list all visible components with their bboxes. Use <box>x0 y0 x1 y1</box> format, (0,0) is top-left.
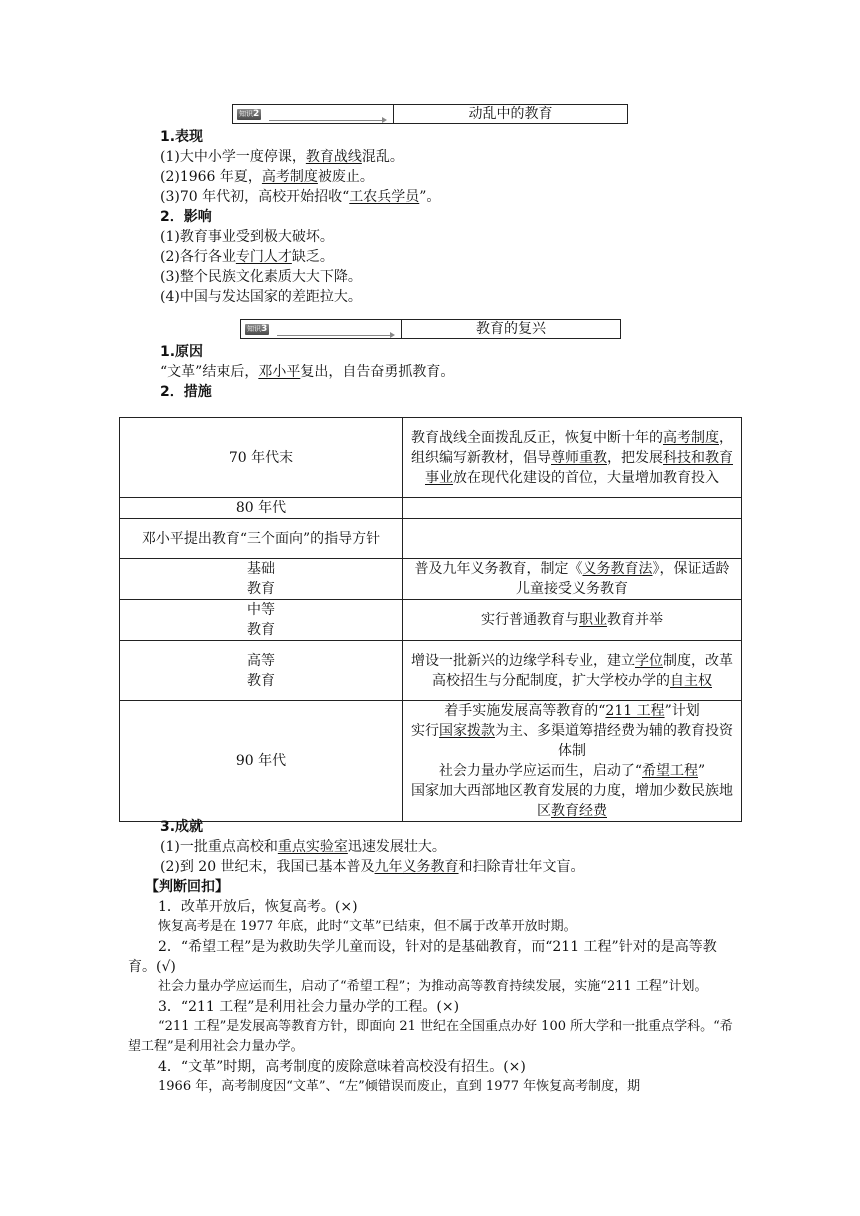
table-row <box>120 701 742 822</box>
impact-4: (4)中国与发达国家的差距拉大。 <box>160 289 362 305</box>
section-3-body <box>160 342 760 402</box>
judge-item-3: 3．“211 工程”是利用社会力量办学的工程。(×) <box>158 999 460 1015</box>
section-tag-box <box>241 320 402 338</box>
judge-item-2: 2．“希望工程”是为救助失学儿童而设，针对的是基础教育，而“211 工程”针对的是高等教育。(√) <box>128 939 717 975</box>
impact-2: (2)各行各业专门人才缺乏。 <box>160 249 334 265</box>
point-3: (3)70 年代初，高校开始招收“工农兵学员”。 <box>160 189 441 205</box>
arrow-right-icon <box>382 117 387 123</box>
impact-1: (1)教育事业受到极大破坏。 <box>160 229 334 245</box>
reason-1: “文革”结束后，邓小平复出，自告奋勇抓教育。 <box>160 364 455 380</box>
section-tag-box <box>233 105 394 123</box>
row-line: 国家加大西部地区教育发展的力度，增加少数民族地区教育经费 <box>411 783 733 819</box>
heading-judge: 【判断回扣】 <box>145 879 229 895</box>
row-content: 增设一批新兴的边缘学科专业，建立学位制度，改革高校招生与分配制度，扩大学校办学的自主权 <box>403 641 742 701</box>
row-content: 普及九年义务教育，制定《义务教育法》，保证适龄儿童接受义务教育 <box>403 559 742 600</box>
row-line: 着手实施发展高等教育的“211 工程”计划 <box>444 703 700 719</box>
judge-explain-3: “211 工程”是发展高等教育方针，即面向 21 世纪在全国重点办好 100 所大学和一批重点学科。“希望工程”是利用社会力量办学。 <box>128 1019 733 1054</box>
row-label: 邓小平提出教育“三个面向”的指导方针 <box>120 519 403 559</box>
row-content <box>403 498 742 519</box>
judge-explain-1: 恢复高考是在 1977 年底，此时“文革”已结束，但不属于改革开放时期。 <box>158 919 577 934</box>
row-label: 中等 教育 <box>120 600 403 641</box>
arrow-right-icon <box>390 332 395 338</box>
table-row <box>120 641 742 701</box>
tag-line <box>269 120 383 121</box>
section-title: 动乱中的教育 <box>468 106 553 122</box>
row-content <box>403 701 742 822</box>
heading-measures: 2．措施 <box>160 384 212 400</box>
table-row <box>120 418 742 498</box>
row-label: 基础 教育 <box>120 559 403 600</box>
judge-item-1: 1．改革开放后，恢复高考。(×) <box>158 899 358 915</box>
section-tag: 知识2 <box>239 109 260 119</box>
judge-section <box>128 877 742 1097</box>
achievement-1: (1)一批重点高校和重点实验室迅速发展壮大。 <box>160 839 446 855</box>
achievements <box>160 817 760 877</box>
judge-explain-4: 1966 年，高考制度因“文革”、“左”倾错误而废止，直到 1977 年恢复高考制度，期 <box>158 1079 641 1094</box>
row-label: 90 年代 <box>120 701 403 822</box>
impact-3: (3)整个民族文化素质大大下降。 <box>160 269 362 285</box>
heading-manifestation: 1.表现 <box>160 129 204 145</box>
point-2: (2)1966 年夏，高考制度被废止。 <box>160 169 374 185</box>
table-row <box>120 600 742 641</box>
achievement-2: (2)到 20 世纪末，我国已基本普及九年义务教育和扫除青壮年文盲。 <box>160 859 585 875</box>
point-1: (1)大中小学一度停课，教育战线混乱。 <box>160 149 404 165</box>
table-row <box>120 519 742 559</box>
row-content <box>403 519 742 559</box>
table-row <box>120 498 742 519</box>
judge-explain-2: 社会力量办学应运而生，启动了“希望工程”；为推动高等教育持续发展，实施“211 工程”计划。 <box>158 979 708 994</box>
section-header-2 <box>232 104 628 124</box>
row-content: 实行普通教育与职业教育并举 <box>403 600 742 641</box>
heading-impact: 2．影响 <box>160 209 212 225</box>
table-row <box>120 559 742 600</box>
tag-line <box>277 335 391 336</box>
section-header-3 <box>240 319 621 339</box>
section-title: 教育的复兴 <box>476 321 546 337</box>
row-label: 70 年代末 <box>120 418 403 498</box>
section-2-body <box>160 127 760 307</box>
heading-achievements: 3.成就 <box>160 819 204 835</box>
row-label: 高等 教育 <box>120 641 403 701</box>
row-label: 80 年代 <box>120 498 403 519</box>
row-line: 实行国家拨款为主、多渠道筹措经费为辅的教育投资体制 <box>411 723 733 759</box>
judge-item-4: 4．“文革”时期，高考制度的废除意味着高校没有招生。(×) <box>158 1059 526 1075</box>
section-tag: 知识3 <box>247 324 268 334</box>
heading-reason: 1.原因 <box>160 344 204 360</box>
measures-table <box>119 417 742 822</box>
row-content: 教育战线全面拨乱反正，恢复中断十年的高考制度，组织编写新教材，倡导尊师重教，把发展科技和教育事业放在现代化建设的首位，大量增加教育投入 <box>403 418 742 498</box>
row-line: 社会力量办学应运而生，启动了“希望工程” <box>438 763 706 779</box>
